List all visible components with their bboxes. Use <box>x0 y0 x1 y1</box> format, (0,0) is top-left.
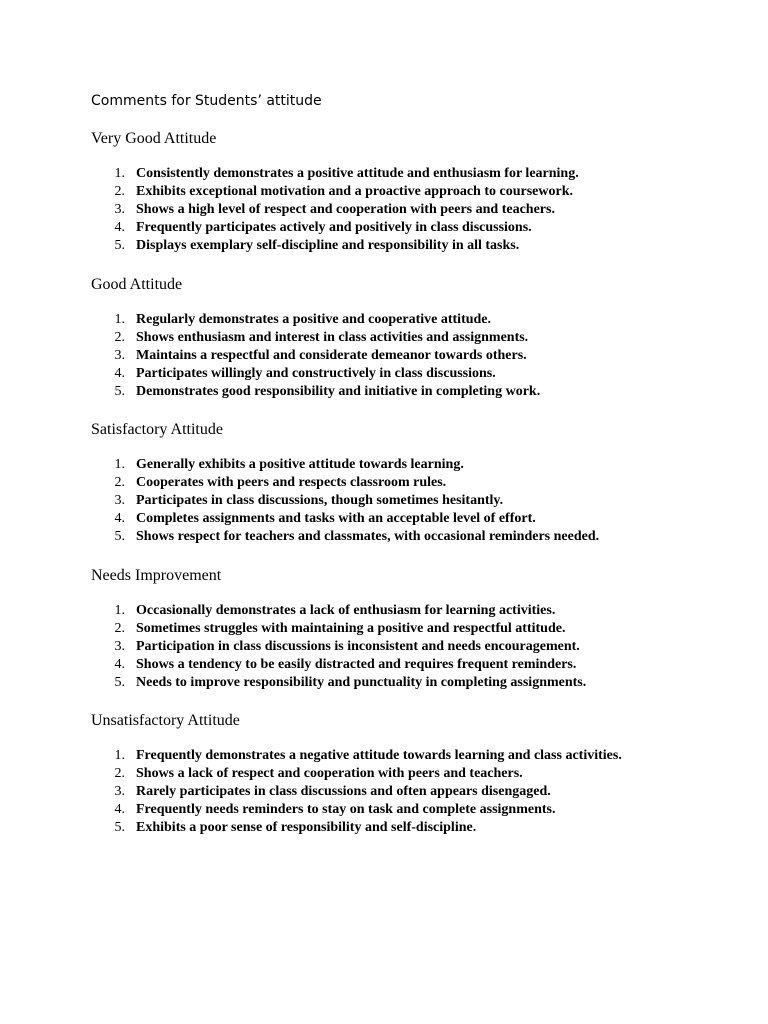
section-very-good-attitude <box>91 129 751 255</box>
section-heading: Unsatisfactory Attitude <box>91 712 240 729</box>
list-item <box>91 311 751 329</box>
item-number: 3. <box>114 639 125 654</box>
item-text: Participates in class discussions, though sometimes hesitantly. <box>136 493 504 508</box>
list-item <box>91 474 751 492</box>
item-number: 1. <box>114 603 125 618</box>
list-item <box>91 183 751 201</box>
list-item <box>91 602 751 620</box>
list-item <box>91 656 751 674</box>
section-needs-improvement <box>91 566 751 692</box>
item-text: Completes assignments and tasks with an acceptable level of effort. <box>136 511 536 526</box>
item-number: 4. <box>114 511 125 526</box>
list-item <box>91 674 751 692</box>
item-number: 5. <box>114 384 125 399</box>
list-item <box>91 528 751 546</box>
item-number: 3. <box>114 348 125 363</box>
item-text: Displays exemplary self-discipline and responsibility in all tasks. <box>136 238 520 253</box>
item-text: Participation in class discussions is inconsistent and needs encouragement. <box>136 639 580 654</box>
list-item <box>91 201 751 219</box>
document-title: Comments for Students’ attitude <box>91 93 322 109</box>
item-text: Participates willingly and constructively in class discussions. <box>136 366 496 381</box>
item-number: 3. <box>114 202 125 217</box>
item-number: 2. <box>114 475 125 490</box>
item-number: 1. <box>114 457 125 472</box>
item-number: 2. <box>114 766 125 781</box>
comment-list <box>91 456 751 546</box>
item-text: Demonstrates good responsibility and initiative in completing work. <box>136 384 541 399</box>
list-item <box>91 638 751 656</box>
item-number: 1. <box>114 312 125 327</box>
list-item <box>91 365 751 383</box>
item-text: Generally exhibits a positive attitude towards learning. <box>136 457 464 472</box>
item-number: 3. <box>114 493 125 508</box>
item-number: 1. <box>114 166 125 181</box>
list-item <box>91 783 751 801</box>
item-text: Regularly demonstrates a positive and cooperative attitude. <box>136 312 492 327</box>
comment-list <box>91 165 751 255</box>
section-heading: Very Good Attitude <box>91 130 217 147</box>
list-item <box>91 329 751 347</box>
item-text: Rarely participates in class discussions and often appears disengaged. <box>136 784 551 799</box>
item-number: 5. <box>114 529 125 544</box>
item-text: Shows enthusiasm and interest in class activities and assignments. <box>136 330 529 345</box>
list-item <box>91 456 751 474</box>
item-text: Sometimes struggles with maintaining a positive and respectful attitude. <box>136 621 566 636</box>
comment-list <box>91 602 751 692</box>
item-number: 5. <box>114 675 125 690</box>
list-item <box>91 237 751 255</box>
item-text: Frequently needs reminders to stay on task and complete assignments. <box>136 802 556 817</box>
item-text: Exhibits a poor sense of responsibility and self-discipline. <box>136 820 477 835</box>
item-text: Needs to improve responsibility and punctuality in completing assignments. <box>136 675 587 690</box>
list-item <box>91 819 751 837</box>
list-item <box>91 765 751 783</box>
item-number: 2. <box>114 184 125 199</box>
item-number: 2. <box>114 621 125 636</box>
list-item <box>91 510 751 528</box>
section-heading: Good Attitude <box>91 276 183 293</box>
item-text: Occasionally demonstrates a lack of enthusiasm for learning activities. <box>136 603 556 618</box>
item-number: 4. <box>114 220 125 235</box>
list-item <box>91 219 751 237</box>
section-heading: Needs Improvement <box>91 567 222 584</box>
item-number: 5. <box>114 238 125 253</box>
section-unsatisfactory-attitude <box>91 711 751 837</box>
section-heading: Satisfactory Attitude <box>91 421 223 438</box>
list-item <box>91 347 751 365</box>
list-item <box>91 801 751 819</box>
item-text: Shows a high level of respect and cooperation with peers and teachers. <box>136 202 555 217</box>
list-item <box>91 620 751 638</box>
item-number: 2. <box>114 330 125 345</box>
comment-list <box>91 311 751 401</box>
section-good-attitude <box>91 275 751 401</box>
list-item <box>91 492 751 510</box>
item-text: Shows a lack of respect and cooperation with peers and teachers. <box>136 766 523 781</box>
item-text: Exhibits exceptional motivation and a proactive approach to coursework. <box>136 184 573 199</box>
item-text: Frequently participates actively and positively in class discussions. <box>136 220 532 235</box>
comment-list <box>91 747 751 837</box>
section-satisfactory-attitude <box>91 420 751 546</box>
item-number: 1. <box>114 748 125 763</box>
item-number: 4. <box>114 366 125 381</box>
item-number: 3. <box>114 784 125 799</box>
item-number: 4. <box>114 802 125 817</box>
item-text: Frequently demonstrates a negative attitude towards learning and class activities. <box>136 748 622 763</box>
item-text: Shows respect for teachers and classmates, with occasional reminders needed. <box>136 529 600 544</box>
list-item <box>91 383 751 401</box>
list-item <box>91 165 751 183</box>
item-text: Maintains a respectful and considerate demeanor towards others. <box>136 348 527 363</box>
item-text: Cooperates with peers and respects classroom rules. <box>136 475 447 490</box>
item-text: Consistently demonstrates a positive attitude and enthusiasm for learning. <box>136 166 579 181</box>
item-text: Shows a tendency to be easily distracted and requires frequent reminders. <box>136 657 577 672</box>
item-number: 5. <box>114 820 125 835</box>
item-number: 4. <box>114 657 125 672</box>
list-item <box>91 747 751 765</box>
